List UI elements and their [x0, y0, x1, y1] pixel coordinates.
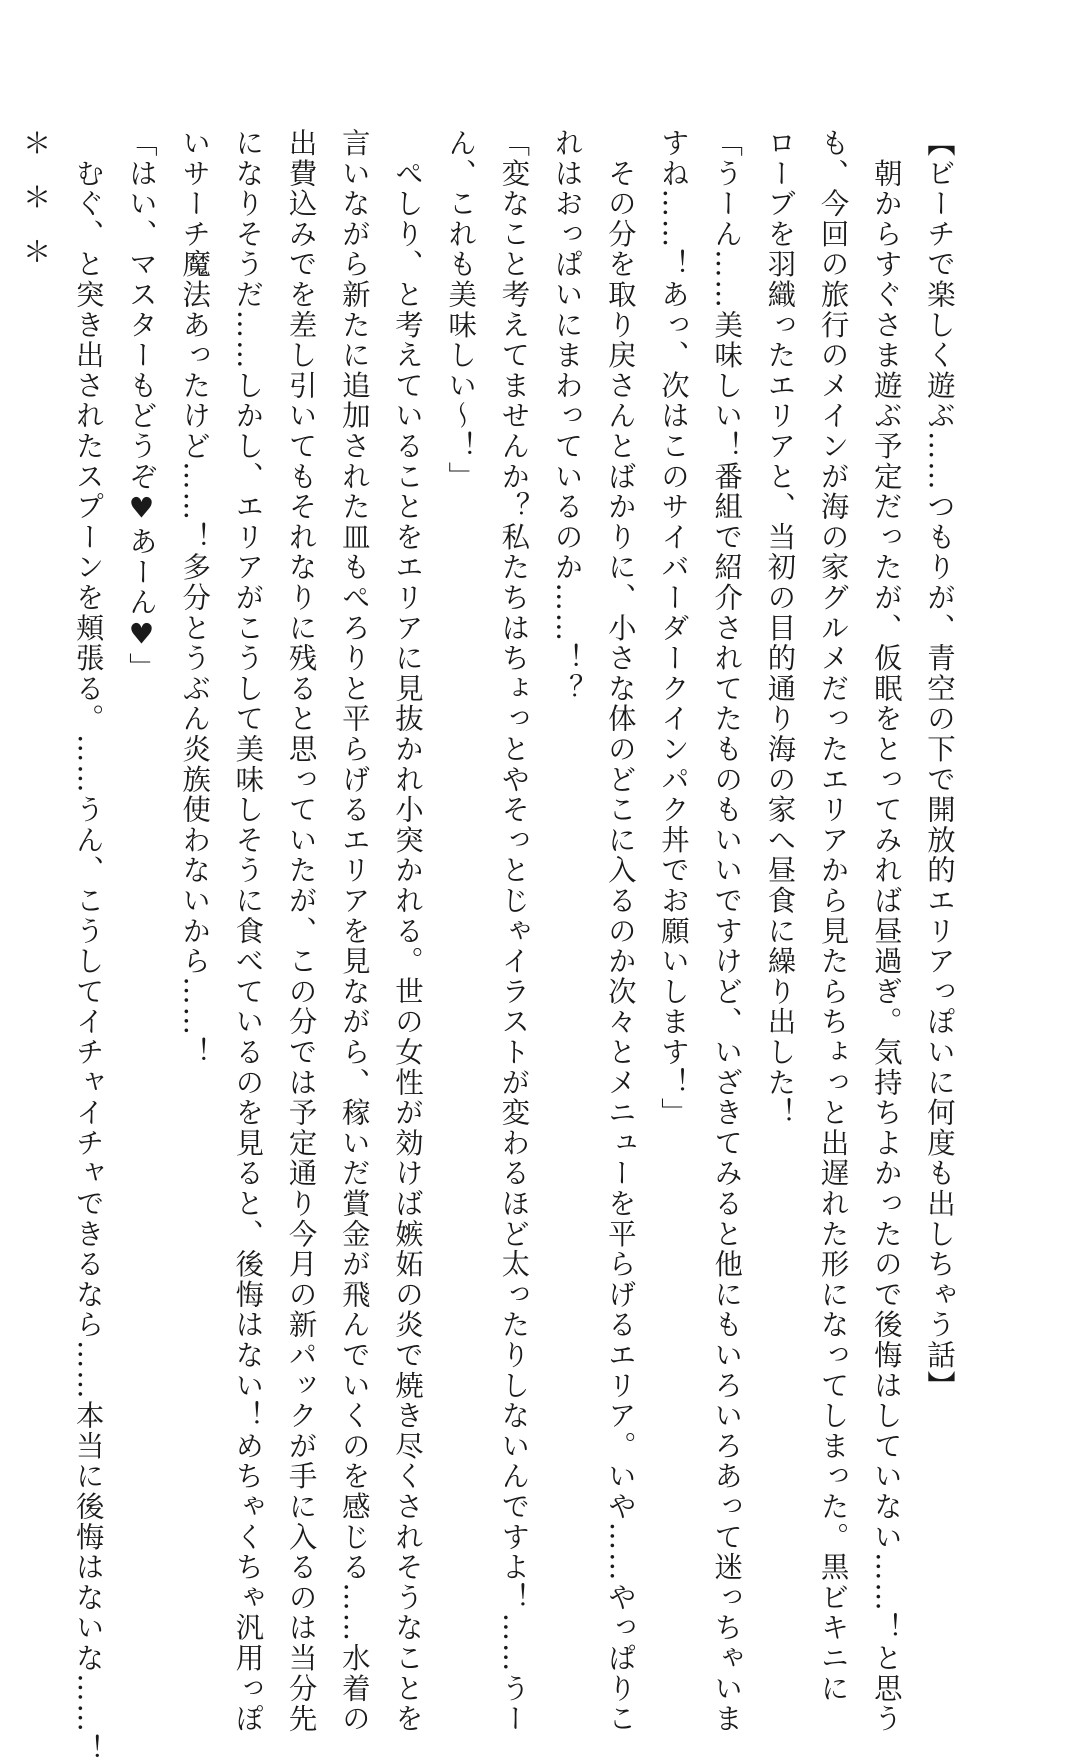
paragraph-line: 言いながら新たに追加された皿もぺろりと平らげるエリアを見ながら、稼いだ賞金が飛んでいくのを感じる……水着の — [337, 128, 371, 1734]
paragraph-line: その分を取り戻さんとばかりに、小さな体のどこに入るのか次々とメニューを平らげるエリア。いや……やっぱりこ — [603, 128, 637, 1734]
paragraph-line: 朝からすぐさま遊ぶ予定だったが、仮眠をとってみれば昼過ぎ。気持ちよかったので後悔はしていない……！と思う — [869, 128, 903, 1734]
paragraph-line: いサーチ魔法あったけど……！多分とうぶん炎族使わないから……！ — [178, 128, 212, 1068]
paragraph-line: むぐ、と突き出されたスプーンを頬張る。……うん、こうしてイチャイチャできるなら……本当に後悔はないな……！ — [71, 128, 105, 1764]
chapter-heading: 【ビーチで楽しく遊ぶ……つもりが、青空の下で開放的エリアっぽいに何度も出しちゃう話】 — [923, 128, 956, 1401]
dialogue-line: 「はい、マスターもどうぞ♥あーん♥」 — [124, 128, 158, 683]
paragraph-line: ぺしり、と考えていることをエリアに見抜かれ小突かれる。世の女性が効けば嫉妬の炎で焼き尽くされそうなことを — [390, 128, 424, 1734]
dialogue-line: 「変なこと考えてませんか？私たちはちょっとやそっとじゃイラストが変わるほど太ったりしないんですよ！……うー — [497, 128, 531, 1734]
paragraph-line: も、今回の旅行のメインが海の家グルメだったエリアから見たらちょっと出遅れた形になってしまった。黒ビキニに — [816, 128, 850, 1704]
dialogue-line: すね……！あっ、次はこのサイバーダークインパク丼でお願いします！」 — [656, 128, 690, 1128]
vertical-text-body — [18, 128, 966, 1764]
paragraph-line: れはおっぱいにまわっているのか……！？ — [550, 128, 584, 704]
paragraph-line: になりそうだ……しかし、エリアがこうして美味しそうに食べているのを見ると、後悔はない！めちゃくちゃ汎用っぽ — [231, 128, 265, 1734]
dialogue-line: ん、これも美味しい～！」 — [444, 128, 478, 492]
dialogue-line: 「うーん……美味しい！番組で紹介されてたものもいいですけど、いざきてみると他にもいろいろあって迷っちゃいま — [710, 128, 744, 1734]
section-separator: ＊＊＊ — [18, 128, 52, 292]
paragraph-line: ローブを羽織ったエリアと、当初の目的通り海の家へ昼食に繰り出した！ — [763, 128, 797, 1128]
paragraph-line: 出費込みでを差し引いてもそれなりに残ると思っていたが、この分では予定通り今月の新パックが手に入るのは当分先 — [284, 128, 318, 1734]
